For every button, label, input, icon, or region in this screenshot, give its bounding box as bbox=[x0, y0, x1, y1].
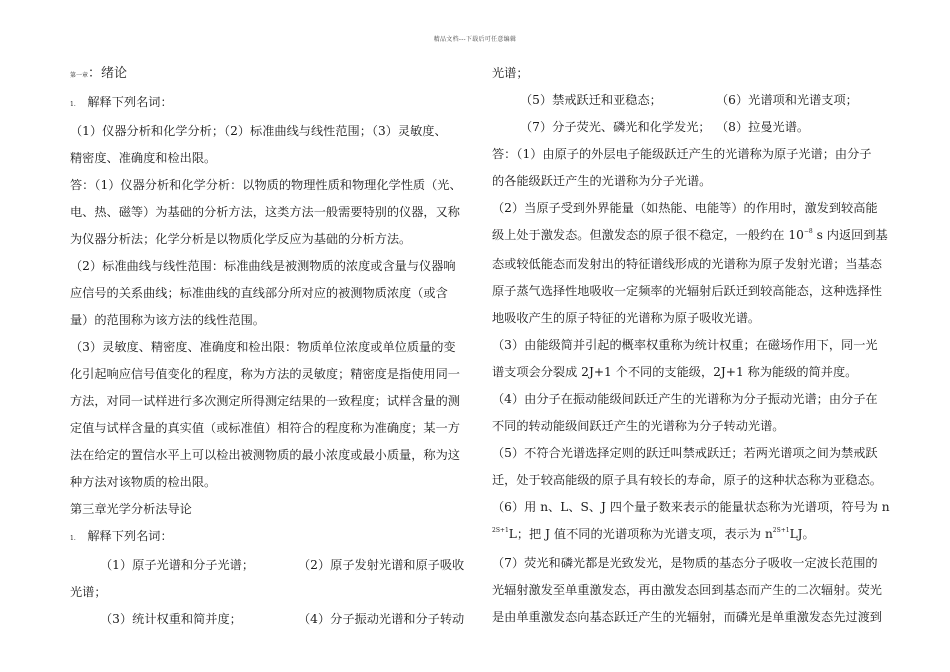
text-line: 应信号的关系曲线；标准曲线的直线部分所对应的被测物质浓度（或含 bbox=[70, 286, 448, 300]
superscript: 2S+1 bbox=[772, 527, 790, 534]
chapter3-heading: 第三章光学分析法导论 bbox=[70, 502, 192, 516]
text-line: （5）不符合光谱选择定则的跃迁叫禁戒跃迁；若两光谱项之间为禁戒跃 bbox=[492, 446, 878, 460]
text-line: （3）灵敏度、精密度、准确度和检出限：物质单位浓度或单位质量的变 bbox=[70, 340, 456, 354]
text-segment: s 内返回到基 bbox=[812, 228, 888, 242]
text-line: （6）用 n、L、S、J 四个量子数来表示的能量状态称为光谱项，符号为 n bbox=[492, 500, 890, 514]
page-header: 精品文档---下载后可任意编辑 bbox=[433, 36, 517, 43]
text-line: 的各能级跃迁产生的光谱称为分子光谱。 bbox=[492, 174, 712, 188]
text-line: 光谱； bbox=[70, 585, 107, 599]
term-row-2 bbox=[70, 606, 465, 633]
question-1-text: 解释下列名词： bbox=[87, 95, 173, 109]
text-line: 为仪器分析法；化学分析是以物质化学反应为基础的分析方法。 bbox=[70, 232, 412, 246]
question-2 bbox=[70, 523, 462, 552]
text-line: 法在给定的置信水平上可以检出被测物质的最小浓度或最小质量，称为这 bbox=[70, 448, 460, 462]
text-line: 态或较低能态而发射出的特征谱线形成的光谱称为原子发射光谱；当基态 bbox=[492, 257, 882, 271]
left-column bbox=[70, 60, 465, 633]
text-line: 不同的转动能级间跃迁产生的光谱称为分子转动光谱。 bbox=[492, 419, 785, 433]
text-line: （2）当原子受到外界能量（如热能、电能等）的作用时，激发到较高能 bbox=[492, 201, 878, 215]
text-line: 谱支项会分裂成 2J+1 个不同的支能级，2J+1 称为能级的简并度。 bbox=[492, 365, 858, 379]
text-line: （2）标准曲线与线性范围：标准曲线是被测物质的浓度或含量与仪器响 bbox=[70, 259, 456, 273]
text-line: 原子蒸气选择性地吸收一定频率的光辐射后跃迁到较高能态，这种选择性 bbox=[492, 284, 882, 298]
text-line: （1）仪器分析和化学分析；（2）标准曲线与线性范围；（3）灵敏度、 bbox=[70, 124, 447, 138]
term-row-4 bbox=[492, 114, 880, 141]
question-1 bbox=[70, 89, 462, 118]
chapter1-prefix: 第一章 bbox=[70, 72, 89, 79]
text-line: 答：（1）由原子的外层电子能级跃迁产生的光谱称为原子光谱；由分子 bbox=[492, 147, 872, 161]
text-line: 迁，处于较高能级的原子具有较长的寿命，原子的这种状态称为亚稳态。 bbox=[492, 473, 882, 487]
term-4: （4）分子振动光谱和分子转动 bbox=[298, 612, 465, 626]
text-line: 方法，对同一试样进行多次测定所得测定结果的一致程度；试样含量的测 bbox=[70, 394, 460, 408]
term-1: （1）原子光谱和分子光谱； bbox=[100, 558, 255, 572]
term-3: （3）统计权重和简并度； bbox=[100, 612, 242, 626]
text-segment: LJ。 bbox=[789, 527, 815, 541]
term-6: （6）光谱项和光谱支项； bbox=[716, 93, 858, 107]
text-line: （7）荧光和磷光都是光致发光，是物质的基态分子吸收一定波长范围的 bbox=[492, 556, 878, 570]
text-line: 是由单重激发态向基态跃迁产生的光辐射，而磷光是单重激发态先过渡到 bbox=[492, 610, 882, 624]
question-2-text: 解释下列名词： bbox=[87, 529, 173, 543]
superscript: −8 bbox=[803, 228, 813, 235]
chapter1-heading bbox=[70, 60, 462, 89]
text-line: 化引起响应信号值变化的程度，称为方法的灵敏度；精密度是指使用同一 bbox=[70, 367, 460, 381]
text-line bbox=[492, 521, 880, 550]
question-1-number: 1. bbox=[70, 101, 76, 108]
text-line: 光谱； bbox=[492, 66, 529, 80]
text-line: 答：（1）仪器分析和化学分析：以物质的物理性质和物理化学性质（光、 bbox=[70, 178, 462, 192]
text-line: 地吸收产生的原子特征的光谱称为原子吸收光谱。 bbox=[492, 311, 761, 325]
text-line: 光辐射激发至单重激发态，再由激发态回到基态而产生的二次辐射。荧光 bbox=[492, 583, 882, 597]
right-column bbox=[492, 60, 890, 631]
term-2: （2）原子发射光谱和原子吸收 bbox=[298, 558, 465, 572]
text-line: 电、热、磁等）为基础的分析方法，这类方法一般需要特别的仪器，又称 bbox=[70, 205, 460, 219]
question-2-number: 1. bbox=[70, 535, 76, 542]
text-line: 定值与试样含量的真实值（或标准值）相符合的程度称为准确度；某一方 bbox=[70, 421, 460, 435]
term-row-3 bbox=[492, 87, 880, 114]
text-line: 精密度、准确度和检出限。 bbox=[70, 151, 217, 165]
text-line: 量）的范围称为该方法的线性范围。 bbox=[70, 313, 265, 327]
text-segment: 级上处于激发态。但激发态的原子很不稳定，一般约在 10 bbox=[492, 228, 804, 242]
text-line bbox=[492, 222, 888, 251]
text-line: （4）由分子在振动能级间跃迁产生的光谱称为分子振动光谱；由分子在 bbox=[492, 392, 878, 406]
text-line: （3）由能级简并引起的概率权重称为统计权重；在磁场作用下，同一光 bbox=[492, 338, 878, 352]
term-7: （7）分子荧光、磷光和化学发光； bbox=[520, 120, 711, 134]
superscript: 2S+1 bbox=[492, 527, 509, 534]
term-5: （5）禁戒跃迁和亚稳态； bbox=[520, 93, 662, 107]
text-segment: L；把 J 值不同的光谱项称为光谱支项，表示为 n bbox=[508, 527, 773, 541]
term-8: （8）拉曼光谱。 bbox=[716, 120, 810, 134]
text-line: 种方法对该物质的检出限。 bbox=[70, 475, 217, 489]
term-row-1 bbox=[70, 552, 465, 579]
chapter1-title: ：绪论 bbox=[88, 66, 128, 81]
